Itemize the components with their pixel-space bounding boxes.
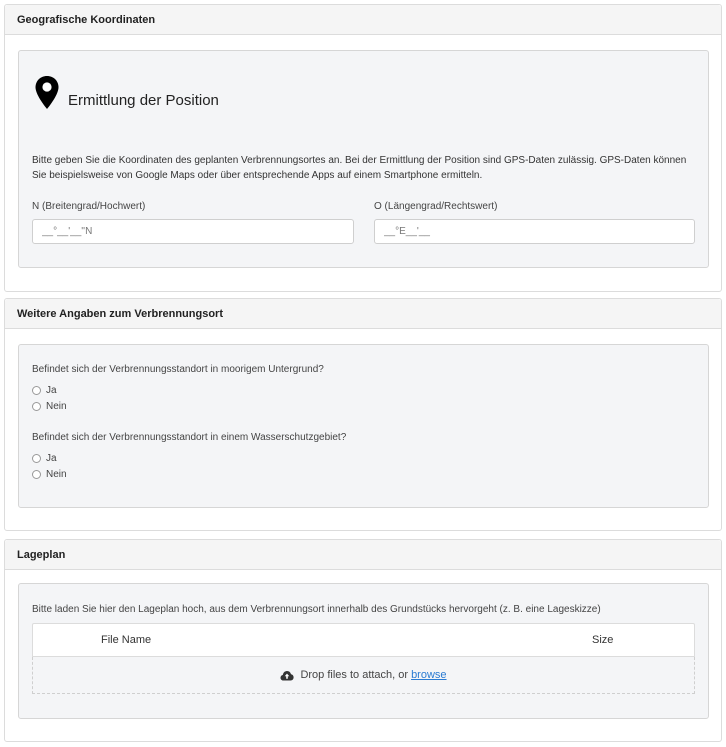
lageplan-card-header: Lageplan	[5, 540, 721, 570]
radio-wasser-ja[interactable]	[32, 453, 57, 464]
radio-circle-icon[interactable]	[32, 402, 41, 411]
details-panel	[18, 344, 709, 508]
lageplan-panel	[18, 583, 709, 719]
coordinates-panel	[18, 50, 709, 268]
file-dropzone[interactable]	[32, 657, 695, 694]
east-coordinate-input[interactable]	[374, 219, 695, 244]
east-label: O (Längengrad/Rechtswert)	[374, 201, 498, 212]
coordinates-card	[4, 4, 722, 292]
coordinates-card-header: Geografische Koordinaten	[5, 5, 721, 35]
radio-wasser-nein[interactable]	[32, 469, 67, 480]
details-card-header: Weitere Angaben zum Verbrennungsort	[5, 299, 721, 329]
radio-label: Ja	[46, 385, 57, 396]
column-size: Size	[592, 634, 614, 646]
question-moor: Befindet sich der Verbrennungsstandort in moorigem Untergrund?	[32, 364, 324, 375]
position-title: Ermittlung der Position	[68, 92, 219, 109]
radio-moor-nein[interactable]	[32, 401, 67, 412]
north-coordinate-input[interactable]	[32, 219, 354, 244]
radio-label: Nein	[46, 401, 67, 412]
lageplan-card	[4, 539, 722, 742]
radio-label: Nein	[46, 469, 67, 480]
browse-link[interactable]: browse	[411, 669, 447, 681]
question-wasserschutz: Befindet sich der Verbrennungsstandort in einem Wasserschutzgebiet?	[32, 432, 347, 443]
radio-circle-icon[interactable]	[32, 454, 41, 463]
radio-circle-icon[interactable]	[32, 470, 41, 479]
north-label: N (Breitengrad/Hochwert)	[32, 201, 146, 212]
radio-label: Ja	[46, 453, 57, 464]
lageplan-instruction: Bitte laden Sie hier den Lageplan hoch, aus dem Verbrennungsort innerhalb des Grundstücks hervorgeht (z. B. eine Lageskizze)	[32, 604, 601, 615]
map-pin-icon	[34, 75, 60, 111]
radio-moor-ja[interactable]	[32, 385, 57, 396]
radio-circle-icon[interactable]	[32, 386, 41, 395]
dropzone-text: Drop files to attach, or	[300, 669, 409, 681]
cloud-upload-icon	[280, 670, 294, 681]
column-file-name: File Name	[101, 634, 152, 646]
details-card	[4, 298, 722, 531]
file-table-header	[32, 623, 695, 657]
coordinates-description: Bitte geben Sie die Koordinaten des geplanten Verbrennungsortes an. Bei der Ermittlung der Position sind GPS-Daten zulässig. GPS-Daten können Sie beispielsweise von Google Maps oder über entsprechende Apps auf einem Smartphone ermitteln.	[32, 155, 687, 181]
